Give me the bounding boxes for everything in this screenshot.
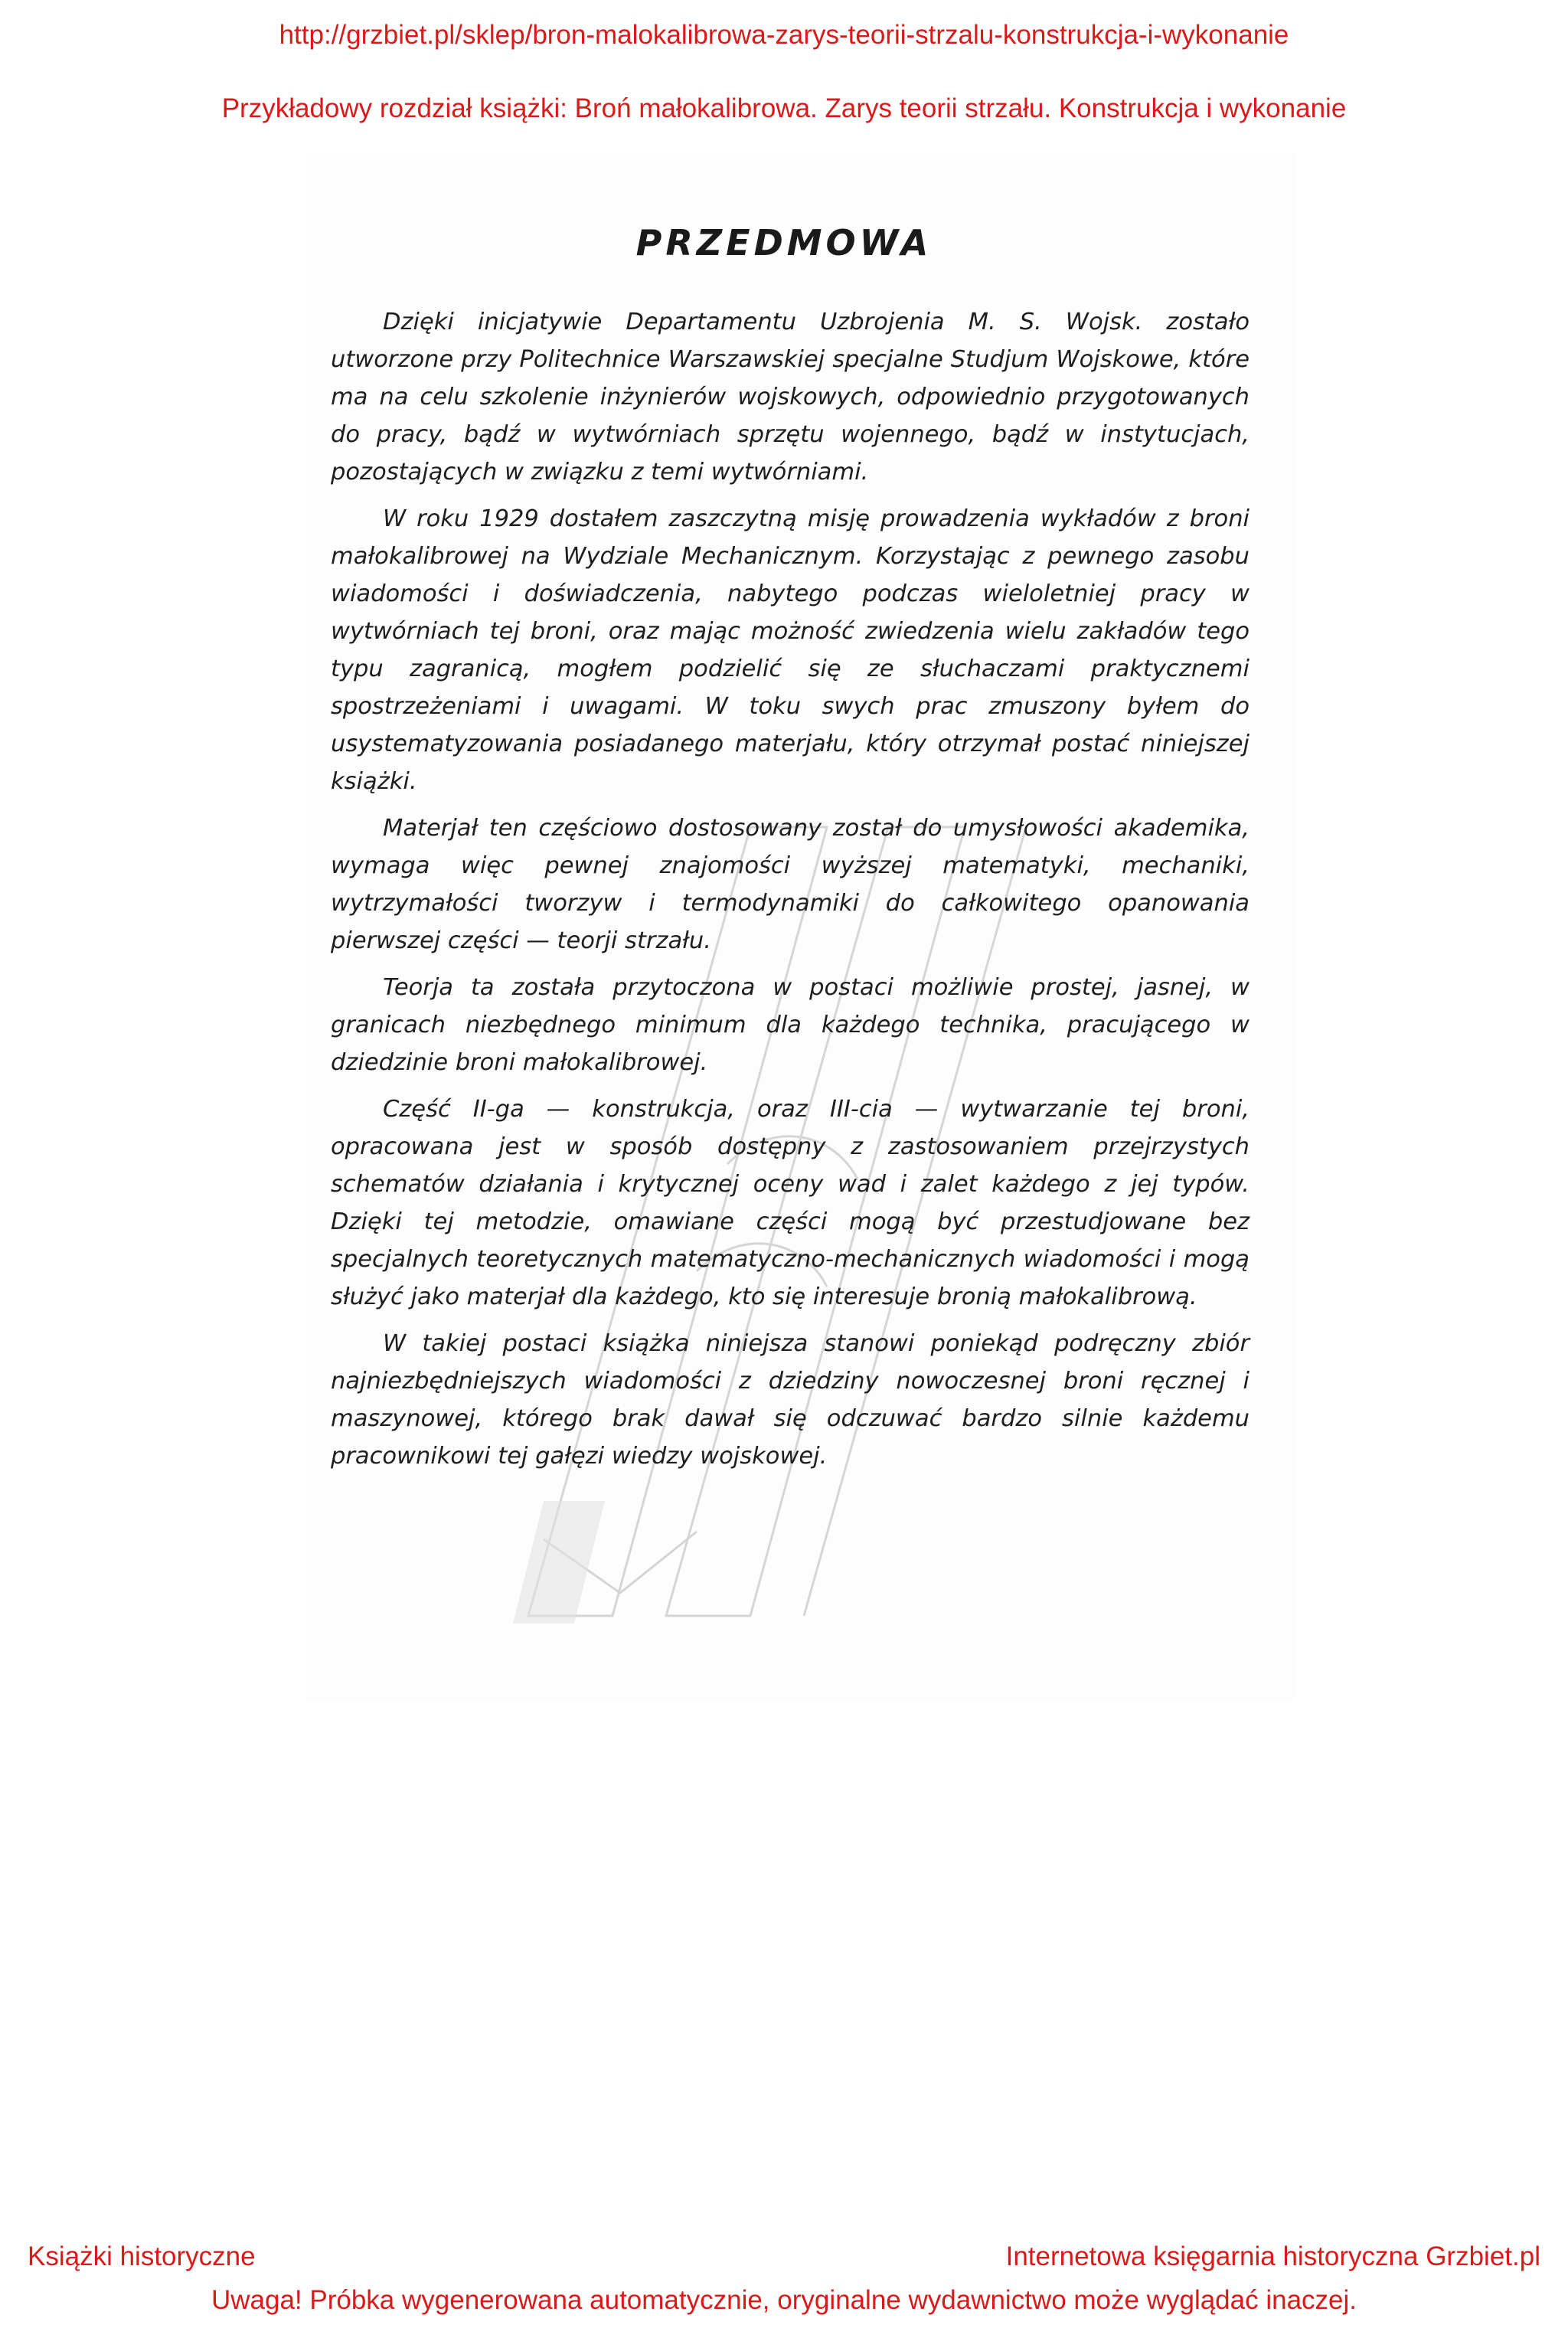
footer-left-label: Książki historyczne bbox=[28, 2242, 256, 2271]
paragraph-4: Teorja ta została przytoczona w postaci możliwie prostej, jasnej, w granicach niezbędnego minimum dla każdego technika, pracującego w dziedzinie broni małokalibrowej. bbox=[331, 974, 1250, 1076]
paragraph-3: Materjał ten częściowo dostosowany został do umysłowości akademika, wymaga więc pewnej znajomości wyższej matematyki, mechaniki, wytrzymałości tworzyw i termodynamiki do całkowitego opanowania pierwszej części — teorji strzału. bbox=[331, 815, 1250, 954]
footer-right-label: Internetowa księgarnia historyczna Grzbiet.pl bbox=[1005, 2242, 1540, 2271]
footer-disclaimer: Uwaga! Próbka wygenerowana automatycznie, oryginalne wydawnictwo może wyglądać inaczej. bbox=[211, 2285, 1357, 2315]
paragraph-5: Część II-ga — konstrukcja, oraz III-cia — wytwarzanie tej broni, opracowana jest w sposób dostępny z zastosowaniem przejrzystych schematów działania i krytycznej oceny wad i zalet każdego z jej typów. Dzięki tej metodzie, omawiane części mogą być przestudjowane bez specjalnych teoretycznych matematyczno-mechanicznych wiadomości i mogą służyć jako materjał dla każdego, kto się interesuje bronią małokalibrową. bbox=[331, 1096, 1250, 1310]
paragraph-2: W roku 1929 dostałem zaszczytną misję prowadzenia wykładów z broni małokalibrowej na Wydziale Mechanicznym. Korzystając z pewnego zasobu wiadomości i doświadczenia, nabytego podczas wieloletniej pracy w wytwórniach tej broni, oraz mając możność zwiedzenia wielu zakładów tego typu zagranicą, mogłem podzielić się ze słuchaczami praktycznemi spostrzeżeniami i uwagami. W toku swych prac zmuszony byłem do usystematyzowania posiadanego materjału, który otrzymał postać niniejszej książki. bbox=[331, 505, 1250, 795]
page-title: PRZEDMOWA bbox=[635, 222, 933, 263]
source-url[interactable]: http://grzbiet.pl/sklep/bron-malokalibrowa-zarys-teorii-strzalu-konstrukcja-i-wykonanie bbox=[279, 20, 1289, 50]
sample-chapter-banner: Przykładowy rozdział książki: Broń małokalibrowa. Zarys teorii strzału. Konstrukcja i wykonanie bbox=[221, 93, 1347, 123]
paragraph-6: W takiej postaci książka niniejsza stanowi poniekąd podręczny zbiór najniezbędniejszych wiadomości z dziedziny nowoczesnej broni ręcznej i maszynowej, którego brak dawał się odczuwać bardzo silnie każdemu pracownikowi tej gałęzi wiedzy wojskowej. bbox=[331, 1330, 1250, 1470]
paragraph-1: Dzięki inicjatywie Departamentu Uzbrojenia M. S. Wojsk. zostało utworzone przy Politechnice Warszawskiej specjalne Studjum Wojskowe, które ma na celu szkolenie inżynierów wojskowych, odpowiednio przygotowanych do pracy, bądź w wytwórniach sprzętu wojennego, bądź w instytucjach, pozostających w związku z temi wytwórniami. bbox=[331, 309, 1250, 486]
preface-body bbox=[331, 303, 1250, 1484]
